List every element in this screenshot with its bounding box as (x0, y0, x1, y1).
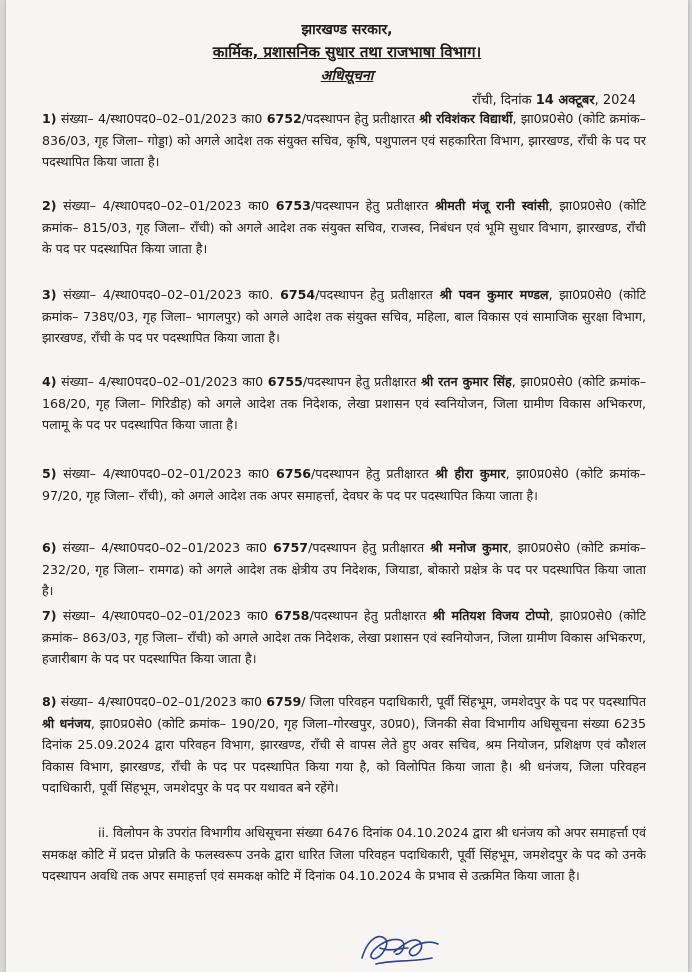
order-number: 5) (42, 466, 57, 481)
order-purpose: /पदस्थापन हेतु प्रतीक्षारत (308, 540, 431, 555)
order-purpose: /पदस्थापन हेतु प्रतीक्षारत (309, 608, 433, 623)
officer-name: श्री पवन कुमार मण्डल (439, 287, 549, 302)
order-reference: संख्या– 4/स्था0पद0–02–01/2023 का0 (56, 608, 275, 623)
order-serial: 6759 (266, 694, 302, 709)
order-number: 7) (42, 608, 57, 623)
order-number: 8) (42, 694, 57, 709)
officer-name: श्री रविशंकर विद्यार्थी (419, 111, 513, 126)
order-serial: 6752 (266, 111, 302, 126)
order-item-7 (42, 605, 646, 670)
date-line (472, 90, 636, 108)
order-reference: संख्या– 4/स्था0पद0–02–01/2023 का0. (56, 287, 281, 302)
order-number: 6) (42, 540, 57, 555)
officer-name: श्री मनोज कुमार (430, 540, 508, 555)
order-number: 1) (42, 111, 57, 126)
officer-name: श्री धनंजय (42, 715, 91, 731)
order-body: , झा0प्र0से0 (कोटि क्रमांक– 738ए/03, गृह जिला– भागलपुर) को अगले आदेश तक संयुक्त सचिव, महिला, बाल विकास एवं सामाजिक सुरक्षा विभाग, झारखण्ड, राँची के पद पर पदस्थापित किया जाता है। (42, 287, 646, 345)
government-name: झारखण्ड सरकार, (301, 22, 393, 38)
order-purpose: /पदस्थापन हेतु प्रतीक्षारत (311, 466, 436, 481)
notification-title: अधिसूचना (320, 68, 374, 84)
officer-name: श्री रतन कुमार सिंह (421, 374, 512, 389)
officer-name: श्रीमती मंजू रानी स्वांसी (435, 198, 549, 213)
sub-paragraph-ii: ii. विलोपन के उपरांत विभागीय अधिसूचना संख्या 6476 दिनांक 04.10.2024 द्वारा श्री धनंजय को अपर समाहर्त्ता एवं समकक्ष कोटि में प्रदत्त प्रोन्नति के फलस्वरूप उनके द्वारा धारित जिला परिवहन पदाधिकारी, पूर्वी सिंहभूम, जमशेदपुर के पद को उनके पदस्थापन अवधि तक अपर समाहर्त्ता एवं समकक्ष कोटि में दिनांक 04.10.2024 के प्रभाव से उत्क्रमित किया जाता है। (42, 825, 646, 883)
order-purpose: / जिला परिवहन पदाधिकारी, पूर्वी सिंहभूम, जमशेदपुर के पद पर पदस्थापित (301, 694, 646, 709)
order-item-1 (42, 108, 646, 173)
order-serial: 6755 (267, 374, 303, 389)
order-item-2 (42, 195, 646, 260)
order-reference: संख्या– 4/स्था0पद0–02–01/2023 का0 (56, 198, 276, 213)
order-body: , झा0प्र0से0 (कोटि क्रमांक–836/03, गृह जिला– गोड्डा) को अगले आदेश तक संयुक्त सचिव, कृषि, पशुपालन एवं सहकारिता विभाग, झारखण्ड, राँची के पद पर पदस्थापित किया जाता है। (42, 111, 646, 169)
order-reference: संख्या– 4/स्था0पद0–02–01/2023 का0 (56, 466, 276, 481)
department-name: कार्मिक, प्रशासनिक सुधार तथा राजभाषा विभाग। (212, 43, 482, 61)
order-purpose: /पदस्थापन हेतु प्रतीक्षारत (310, 198, 436, 213)
order-reference: संख्या– 4/स्था0पद0–02–01/2023 का0 (56, 111, 267, 126)
order-serial: 6758 (274, 608, 310, 623)
date-bold: 14 अक्टूबर (535, 93, 595, 108)
order-reference: संख्या– 4/स्था0पद0–02–01/2023 का0 (56, 374, 268, 389)
order-serial: 6757 (273, 540, 309, 555)
order-body: , झा0प्र0से0 (कोटि क्रमांक– 97/20, गृह जिला– राँची), को अगले आदेश तक अपर समाहर्त्ता, देवघर के पद पर पदस्थापित किया जाता है। (42, 466, 646, 503)
date-prefix: राँची, दिनांक (472, 93, 532, 108)
order-number: 2) (42, 198, 57, 213)
order-body: , झा0प्र0से0 (कोटि क्रमांक– 168/20, गृह जिला– गिरिडीह) को अगले आदेश तक निदेशक, लेखा प्रशासन एवं स्वनियोजन, जिला ग्रामीण विकास अभिकरण, पलामू के पद पर पदस्थापित किया जाता है। (42, 374, 646, 432)
order-number: 3) (42, 287, 57, 302)
order-item-3 (42, 284, 646, 349)
date-year: , 2024 (594, 93, 636, 108)
order-reference: संख्या– 4/स्था0पद0–02–01/2023 का0 (56, 694, 267, 709)
order-body: , झा0प्र0से0 (कोटि क्रमांक– 863/03, गृह जिला– राँची) को अगले आदेश तक निदेशक, लेखा प्रशासन एवं स्वनियोजन, जिला ग्रामीण विकास अभिकरण, हजारीबाग के पद पर पदस्थापित किया जाता है। (42, 608, 646, 666)
order-purpose: /पदस्थापन हेतु प्रतीक्षारत (302, 374, 422, 389)
order-serial: 6753 (275, 198, 311, 213)
order-body: , झा0प्र0से0 (कोटि क्रमांक– 815/03, गृह जिला– राँची) को अगले आदेश तक संयुक्त सचिव, राजस्व, निबंधन एवं भूमि सुधार विभाग, झारखण्ड, राँची के पद पर पदस्थापित किया जाता है। (42, 198, 646, 256)
document-page (6, 0, 688, 972)
order-purpose: /पदस्थापन हेतु प्रतीक्षारत (301, 111, 420, 126)
order-item-6 (42, 537, 646, 602)
order-purpose: /पदस्थापन हेतु प्रतीक्षारत (315, 287, 440, 302)
handwritten-signature-icon (356, 918, 446, 972)
order-number: 4) (42, 374, 57, 389)
order-serial: 6756 (275, 466, 311, 481)
order-item-4 (42, 371, 646, 436)
order-item-8 (42, 691, 646, 799)
order-body: , झा0प्र0से0 (कोटि क्रमांक– 190/20, गृह जिला–गोरखपुर, उ0प्र0), जिनकी सेवा विभागीय अधिसूचना संख्या 6235 दिनांक 25.09.2024 द्वारा परिवहन विभाग, झारखण्ड, राँची से वापस लेते हुए अवर सचिव, श्रम नियोजन, प्रशिक्षण एवं कौशल विकास विभाग, झारखण्ड, राँची के पद पर पदस्थापित किया गया है, को विलोपित किया जाता है। श्री धनंजय, जिला परिवहन पदाधिकारी, पूर्वी सिंहभूम, जमशेदपुर के पद पर यथावत बने रहेंगे। (42, 715, 646, 795)
order-serial: 6754 (280, 287, 316, 302)
order-item-5 (42, 463, 646, 506)
order-reference: संख्या– 4/स्था0पद0–02–01/2023 का0 (56, 540, 274, 555)
order-body: , झा0प्र0से0 (कोटि क्रमांक– 232/20, गृह जिला– रामगढ) को अगले आदेश तक क्षेत्रीय उप निदेशक, जियाडा, बोकारो प्रक्षेत्र के पद पर पदस्थापित किया जाता है। (42, 540, 646, 598)
officer-name: श्री हीरा कुमार (435, 466, 506, 481)
officer-name: श्री मतियश विजय टोप्पो (432, 608, 550, 623)
